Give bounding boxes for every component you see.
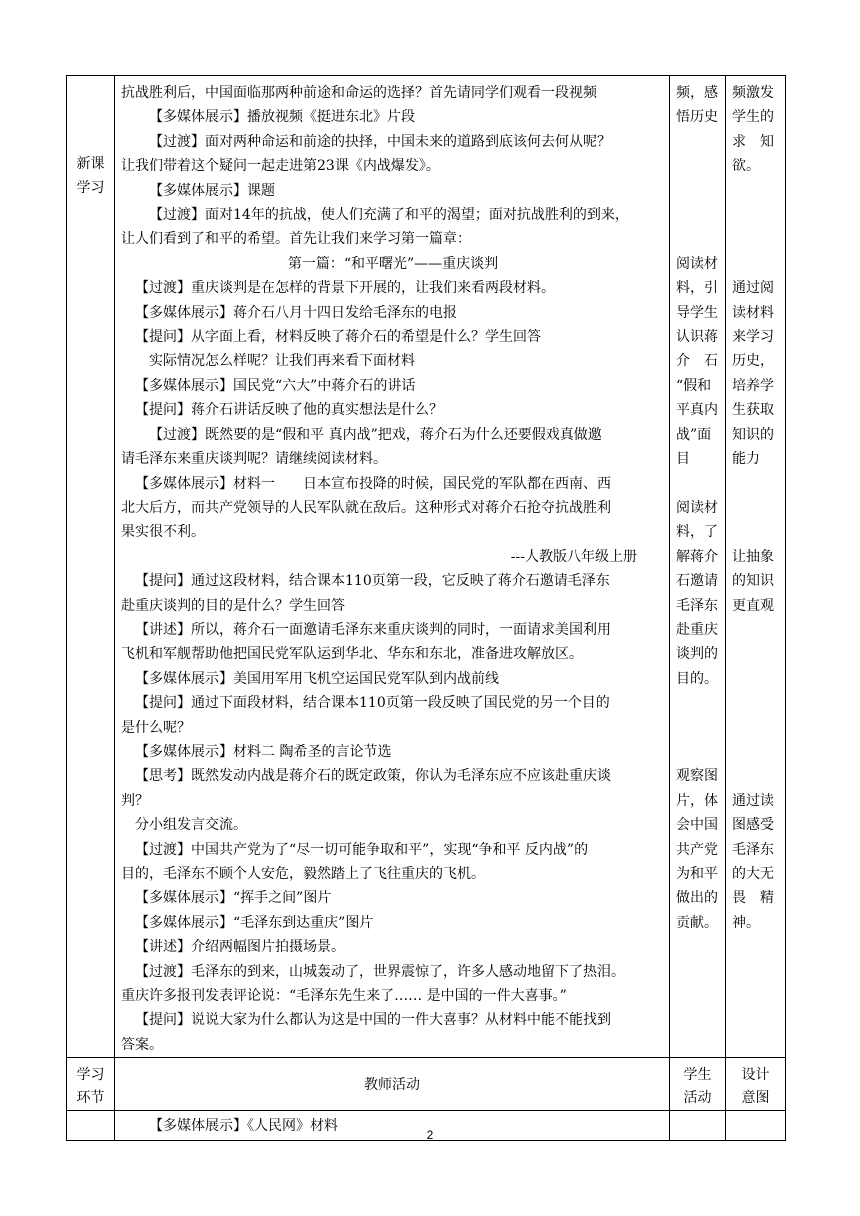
page-number: 2 bbox=[426, 1128, 434, 1142]
student-activity-line: 解蒋介 bbox=[676, 548, 718, 565]
design-intent-line: 来学习 bbox=[732, 329, 774, 346]
header-section-line: 学习 bbox=[76, 1067, 105, 1084]
student-activity-line: 导学生 bbox=[676, 304, 718, 321]
student-activity-line: 赴重庆 bbox=[676, 621, 718, 638]
teacher-activity-line: 实际情况怎么样呢？让我们再来看下面材料 bbox=[149, 353, 415, 370]
teacher-activity-line: 是什么呢？ bbox=[121, 719, 191, 736]
student-activity-line: 谈判的 bbox=[676, 646, 718, 663]
teacher-activity-line: 【多媒体展示】材料二 陶希圣的言论节选 bbox=[135, 743, 392, 760]
teacher-activity-line: 判？ bbox=[121, 792, 149, 809]
teacher-activity-line: 【思考】既然发动内战是蒋介石的既定政策，你认为毛泽东应不应该赴重庆谈 bbox=[135, 768, 611, 785]
spacer bbox=[676, 472, 721, 496]
teacher-activity-line: 【过渡】面对14年的抗战，使人们充满了和平的渴望；面对抗战胜利的到来， bbox=[149, 207, 629, 224]
spacer bbox=[732, 618, 781, 642]
design-intent-line: 通过读 bbox=[732, 792, 774, 809]
student-activity-line: 料，引 bbox=[676, 280, 718, 297]
design-intent-line: 能力 bbox=[732, 451, 760, 468]
teacher-activity-line: 第一篇：“和平曙光”——重庆谈判 bbox=[287, 255, 499, 272]
teacher-activity-line: 【提问】通过这段材料，结合课本110页第一段，它反映了蒋介石邀请毛泽东 bbox=[135, 573, 610, 590]
spacer bbox=[676, 716, 721, 740]
teacher-activity-line: 【多媒体展示】课题 bbox=[149, 182, 275, 199]
header-section-line: 环节 bbox=[76, 1090, 105, 1107]
student-activity-line: 做出的 bbox=[676, 890, 718, 907]
spacer bbox=[732, 227, 781, 251]
header-student-activity bbox=[670, 1058, 726, 1111]
section-label-line: 学习 bbox=[76, 180, 105, 196]
teacher-activity-line: 让人们看到了和平的希望。首先让我们来学习第一篇章： bbox=[121, 231, 471, 248]
student-activity-line: 目 bbox=[676, 451, 690, 468]
design-intent-line: 让抽象 bbox=[732, 548, 774, 565]
student-activity-line: 频，感 bbox=[676, 85, 718, 101]
teacher-activity-line: 赴重庆谈判的目的是什么？学生回答 bbox=[121, 597, 345, 614]
design-intent-line: 求 知 bbox=[732, 133, 774, 150]
design-intent-line: 学生的 bbox=[732, 109, 774, 126]
teacher-activity-line: 答案。 bbox=[121, 1036, 163, 1053]
spacer bbox=[732, 691, 781, 715]
design-intent-line: 历史， bbox=[732, 353, 774, 370]
teacher-activity-line: 【提问】通过下面段材料，结合课本110页第一段反映了国民党的另一个目的 bbox=[135, 695, 610, 712]
spacer bbox=[732, 252, 781, 276]
last-row-text: 【多媒体展示】《人民网》材料 bbox=[149, 1118, 338, 1135]
teacher-activity-line: 【过渡】中国共产党为了“尽一切可能争取和平”，实现“争和平 反内战”的 bbox=[135, 841, 589, 858]
teacher-activity-line: 重庆许多报刊发表评论说：“毛泽东先生来了…… 是中国的一件大喜事。” bbox=[121, 988, 567, 1005]
design-intent-line: 生获取 bbox=[732, 402, 774, 419]
design-intent-line: 更直观 bbox=[732, 597, 774, 614]
student-activity-line: 料，了 bbox=[676, 524, 718, 541]
teacher-activity-line: 【过渡】面对两种命运和前途的抉择，中国未来的道路到底该何去何从呢？ bbox=[149, 133, 611, 150]
teacher-activity-line: 【提问】蒋介石讲话反映了他的真实想法是什么？ bbox=[135, 402, 443, 419]
student-activity-line: 石邀请 bbox=[676, 573, 718, 590]
student-activity-line: 战”面 bbox=[676, 426, 712, 443]
student-activity-cell bbox=[670, 76, 726, 1058]
teacher-activity-line: 【过渡】既然要的是“假和平 真内战”把戏，蒋介石为什么还要假戏真做邀 bbox=[149, 426, 602, 443]
header-section bbox=[67, 1058, 115, 1111]
spacer bbox=[676, 130, 721, 154]
header-student-line: 活动 bbox=[683, 1090, 712, 1107]
teacher-activity-line: 果实很不利。 bbox=[121, 524, 205, 541]
teacher-activity-line: 【多媒体展示】国民党“六大”中蒋介石的讲话 bbox=[135, 377, 416, 394]
teacher-activity-line: 【多媒体展示】蒋介石八月十四日发给毛泽东的电报 bbox=[135, 304, 457, 321]
design-intent-line: 通过阅 bbox=[732, 280, 774, 297]
teacher-activity-line: 【过渡】毛泽东的到来，山城轰动了，世界震惊了，许多人感动地留下了热泪。 bbox=[135, 963, 625, 980]
teacher-activity-text bbox=[115, 76, 669, 1057]
design-intent-line: 频激发 bbox=[732, 85, 774, 101]
design-intent-line: 培养学 bbox=[732, 377, 774, 394]
header-design-line: 设计 bbox=[741, 1067, 770, 1084]
student-activity-line: 阅读材 bbox=[676, 499, 718, 516]
teacher-activity-line: 【多媒体展示】播放视频《挺进东北》片段 bbox=[149, 109, 415, 126]
design-intent-line: 读材料 bbox=[732, 304, 774, 321]
design-intent-line: 神。 bbox=[732, 914, 760, 931]
spacer bbox=[676, 740, 721, 764]
teacher-activity-line: 让我们带着这个疑问一起走进第23课《内战爆发》。 bbox=[121, 158, 440, 175]
teacher-activity-line: 【多媒体展示】“毛泽东到达重庆”图片 bbox=[135, 914, 374, 931]
spacer bbox=[732, 520, 781, 544]
teacher-activity-line: 抗战胜利后，中国面临那两种前途和命运的选择？首先请同学们观看一段视频 bbox=[121, 85, 597, 101]
design-intent-cell bbox=[726, 76, 786, 1058]
teacher-activity-line: 请毛泽东来重庆谈判呢？请继续阅读材料。 bbox=[121, 451, 387, 468]
student-activity-line: 会中国 bbox=[676, 817, 718, 834]
design-intent-line: 图感受 bbox=[732, 817, 774, 834]
teacher-activity-line: 【多媒体展示】“挥手之间”图片 bbox=[135, 890, 332, 907]
design-intent-text bbox=[726, 76, 785, 935]
teacher-activity-cell bbox=[115, 76, 670, 1058]
spacer bbox=[676, 203, 721, 227]
teacher-activity-line: 飞机和军舰帮助他把国民党军队运到华北、华东和东北，准备进攻解放区。 bbox=[121, 646, 583, 663]
lesson-plan-table bbox=[66, 75, 786, 1141]
section-cell bbox=[67, 76, 115, 1058]
teacher-activity-line: 【提问】从字面上看，材料反映了蒋介石的希望是什么？学生回答 bbox=[135, 329, 541, 346]
teacher-activity-line: 【多媒体展示】美国用军用飞机空运国民党军队到内战前线 bbox=[135, 670, 499, 687]
teacher-activity-line: 【过渡】重庆谈判是在怎样的背景下开展的，让我们来看两段材料。 bbox=[135, 280, 555, 297]
teacher-activity-line: 【讲述】所以，蒋介石一面邀请毛泽东来重庆谈判的同时，一面请求美国利用 bbox=[135, 621, 611, 638]
spacer bbox=[732, 642, 781, 666]
content-row bbox=[67, 76, 786, 1058]
header-student-line: 学生 bbox=[683, 1067, 712, 1084]
student-activity-text bbox=[670, 76, 725, 935]
spacer bbox=[732, 764, 781, 788]
student-activity-line: 毛泽东 bbox=[676, 597, 718, 614]
student-activity-line: 阅读材 bbox=[676, 255, 718, 272]
student-activity-line: 平真内 bbox=[676, 402, 718, 419]
spacer bbox=[732, 740, 781, 764]
teacher-activity-line: ---人教版八年级上册 bbox=[510, 548, 637, 565]
design-intent-line: 知识的 bbox=[732, 426, 774, 443]
spacer bbox=[676, 227, 721, 251]
spacer bbox=[732, 496, 781, 520]
header-teacher-activity bbox=[115, 1058, 670, 1111]
spacer bbox=[676, 154, 721, 178]
header-row bbox=[67, 1058, 786, 1111]
student-activity-line: 观察图 bbox=[676, 768, 718, 785]
spacer bbox=[676, 691, 721, 715]
teacher-activity-line: 【讲述】介绍两幅图片拍摄场景。 bbox=[135, 939, 345, 956]
teacher-activity-line: 北大后方，而共产党领导的人民军队就在敌后。这种形式对蒋介石抢夺抗战胜利 bbox=[121, 499, 611, 516]
teacher-activity-line: 【多媒体展示】材料一 日本宣布投降的时候，国民党的军队都在西南、西 bbox=[135, 475, 611, 492]
student-activity-line: 贡献。 bbox=[676, 914, 718, 931]
spacer bbox=[732, 203, 781, 227]
student-activity-line: 目的。 bbox=[676, 670, 718, 687]
student-activity-line: 认识蒋 bbox=[676, 329, 718, 346]
spacer bbox=[676, 179, 721, 203]
student-activity-line: 悟历史 bbox=[676, 109, 718, 126]
header-design-line: 意图 bbox=[741, 1090, 770, 1107]
teacher-activity-line: 目的，毛泽东不顾个人安危，毅然踏上了飞往重庆的飞机。 bbox=[121, 866, 485, 882]
spacer bbox=[732, 472, 781, 496]
spacer bbox=[732, 667, 781, 691]
student-activity-line: 片，体 bbox=[676, 792, 718, 809]
header-design-intent bbox=[726, 1058, 786, 1111]
section-label-line: 新课 bbox=[76, 156, 105, 172]
header-teacher-activity-label: 教师活动 bbox=[364, 1077, 420, 1094]
design-intent-line: 欲。 bbox=[732, 158, 760, 175]
student-activity-line: 介 石 bbox=[676, 353, 718, 370]
design-intent-line: 的大无 bbox=[732, 866, 774, 882]
student-activity-line: 为和平 bbox=[676, 866, 718, 882]
design-intent-line: 的知识 bbox=[732, 573, 774, 590]
teacher-activity-line: 分小组发言交流。 bbox=[135, 817, 247, 834]
spacer bbox=[732, 716, 781, 740]
student-activity-line: “假和 bbox=[676, 377, 712, 394]
teacher-activity-line: 【提问】说说大家为什么都认为这是中国的一件大喜事？从材料中能不能找到 bbox=[135, 1012, 611, 1029]
spacer bbox=[732, 179, 781, 203]
student-activity-line: 共产党 bbox=[676, 841, 718, 858]
design-intent-line: 毛泽东 bbox=[732, 841, 774, 858]
design-intent-line: 畏 精 bbox=[732, 890, 774, 907]
